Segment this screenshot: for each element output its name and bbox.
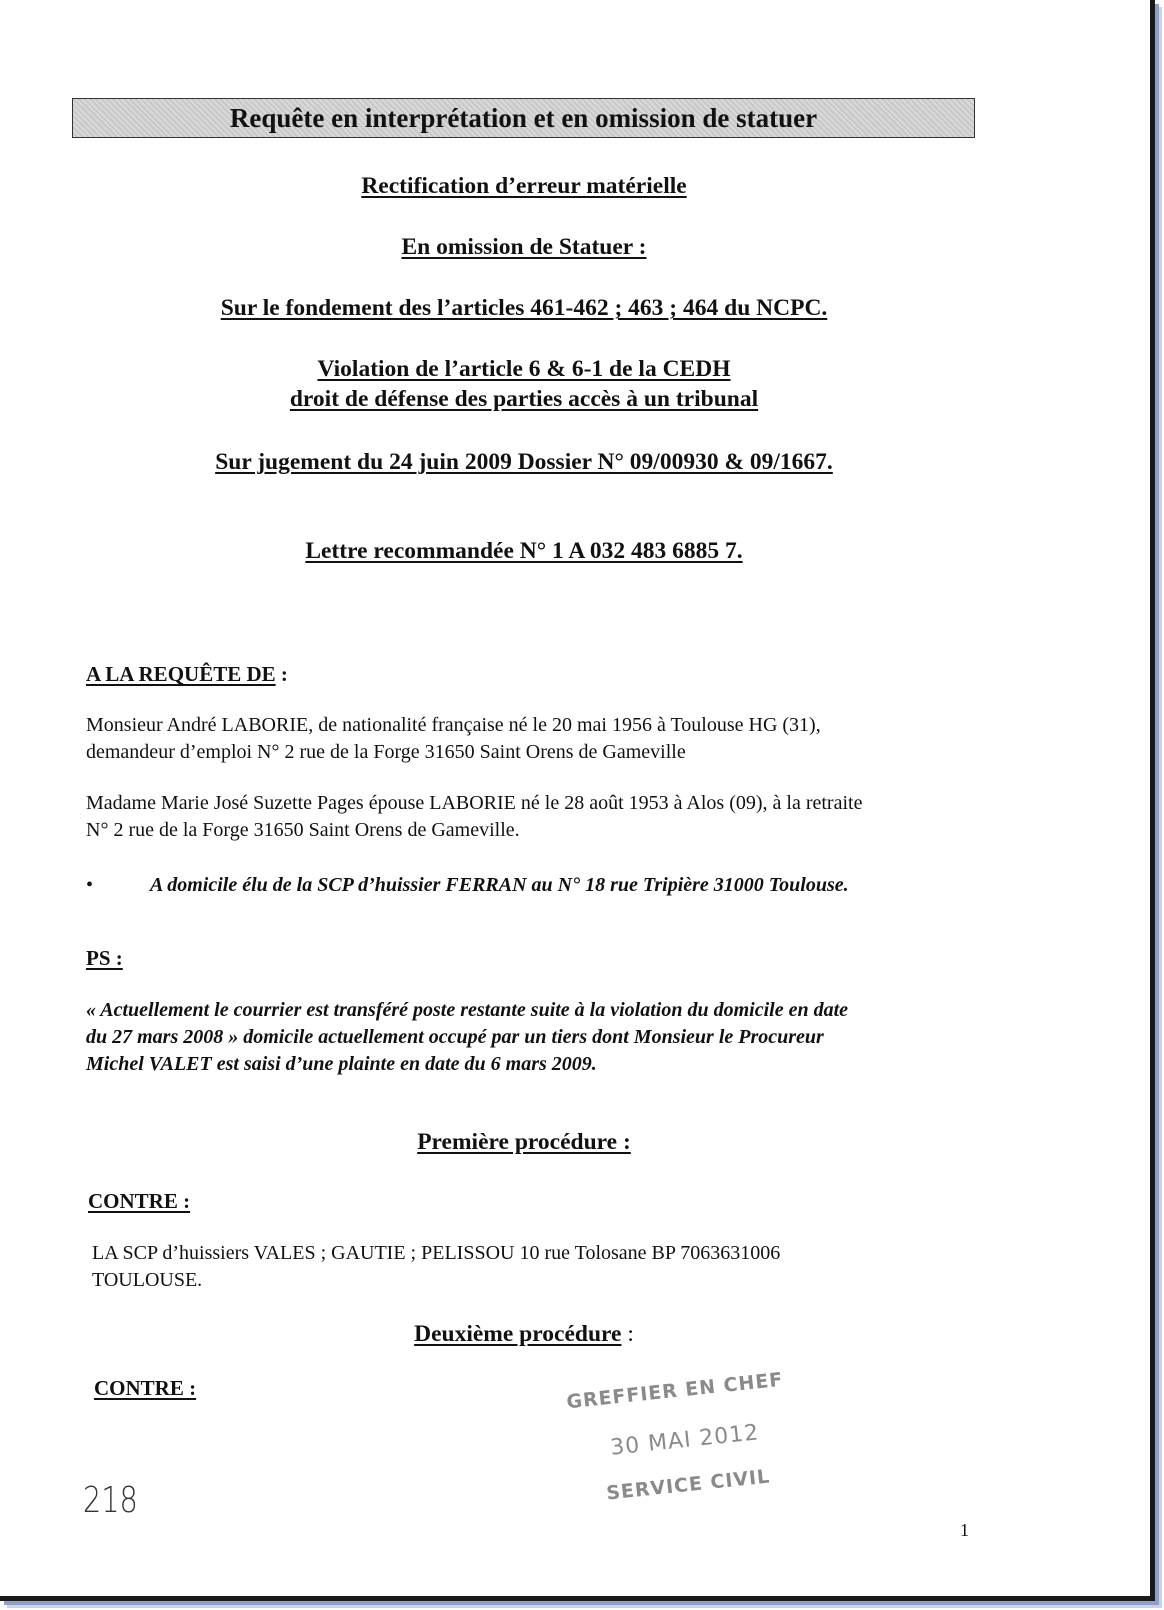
heading-fondement: Sur le fondement des l’articles 461-462 ; 463 ; 464 du NCPC.: [220, 295, 828, 321]
ps-text: « Actuellement le courrier est transféré poste restante suite à la violation du domicile en date du 27 mars 2008 » domicile actuellement occupé par un tiers dont Monsieur le Procureur Michel VALET est saisi d’une plainte en date du 6 mars 2009.: [86, 999, 849, 1075]
heading-rectification: Rectification d’erreur matérielle: [361, 173, 687, 199]
heading-deuxieme-procedure: Deuxième procédure :: [414, 1321, 634, 1347]
party-1: Monsieur André LABORIE, de nationalité française né le 20 mai 1956 à Toulouse HG (31), demandeur d’emploi N° 2 rue de la Forge 31650 Saint Orens de Gameville: [86, 714, 821, 763]
stamp-date: 30 MAI 2012: [609, 1420, 761, 1461]
heading-lettre: Lettre recommandée N° 1 A 032 483 6885 7.: [305, 538, 743, 564]
party-2: Madame Marie José Suzette Pages épouse LABORIE né le 28 août 1953 à Alos (09), à la retraite N° 2 rue de la Forge 31650 Saint Orens de Gameville.: [86, 792, 863, 841]
heading-premiere-procedure: Première procédure :: [417, 1129, 631, 1155]
requete-heading: A LA REQUÊTE DE :: [86, 662, 288, 686]
heading-droit: droit de défense des parties accès à un tribunal: [289, 386, 759, 412]
page-number: 1: [960, 1520, 969, 1540]
contre-heading-1: CONTRE :: [88, 1189, 191, 1213]
heading-violation: Violation de l’article 6 & 6-1 de la CEDH: [317, 356, 731, 382]
stamp-greffier: GREFFIER EN CHEF: [565, 1368, 785, 1414]
contre-heading-2: CONTRE :: [94, 1376, 197, 1400]
heading-jugement: Sur jugement du 24 juin 2009 Dossier N° 09/00930 & 09/1667.: [215, 449, 833, 475]
domicile-item: • A domicile élu de la SCP d’huissier FERRAN au N° 18 rue Tripière 31000 Toulouse.: [86, 874, 849, 896]
heading-omission: En omission de Statuer :: [401, 234, 647, 260]
document-title: Requête en interprétation et en omission de statuer: [72, 98, 975, 138]
stamp-service: SERVICE CIVIL: [605, 1465, 772, 1505]
contre-1-text: LA SCP d’huissiers VALES ; GAUTIE ; PELISSOU 10 rue Tolosane BP 7063631006 TOULOUSE.: [92, 1242, 781, 1291]
handwritten-number: 218: [82, 1480, 138, 1521]
ps-heading: PS :: [86, 946, 123, 970]
